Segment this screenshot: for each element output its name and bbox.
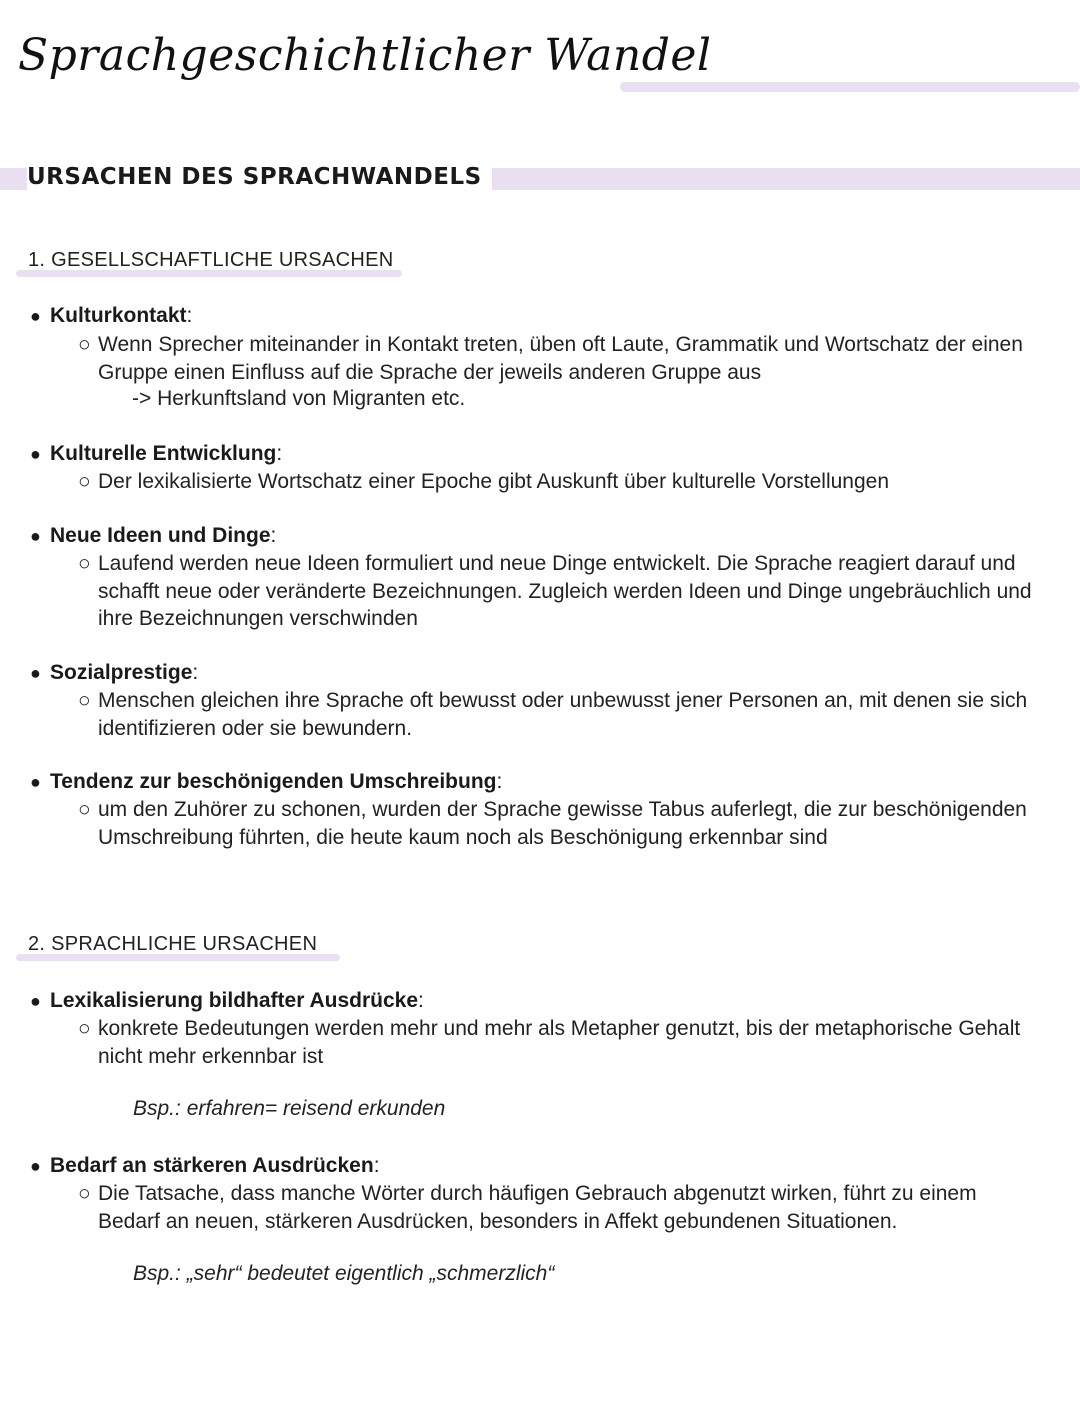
sub-item: ○ Menschen gleichen ihre Sprache oft bewusst oder unbewusst jener Personen an, mit denen sie sich identifizieren oder sie bewundern.	[78, 689, 1028, 740]
section-heading: URSACHEN DES SPRACHWANDELS	[27, 164, 492, 190]
sub-item: ○ Die Tatsache, dass manche Wörter durch häufigen Gebrauch abgenutzt wirken, führt zu einem Bedarf an neuen, stärkeren Ausdrücken, besonders in Affekt gebundenen Situationen.	[78, 1182, 977, 1233]
circle-bullet-icon: ○	[78, 1017, 91, 1040]
group-2-heading: 2. SPRACHLICHE URSACHEN	[28, 933, 318, 955]
bullet-sozialprestige: ● Sozialprestige:	[30, 659, 198, 687]
group-1-heading: 1. GESELLSCHAFTLICHE URSACHEN	[28, 249, 394, 271]
sub-item: ○ um den Zuhörer zu schonen, wurden der Sprache gewisse Tabus auferlegt, die zur beschönigenden Umschreibung führten, die heute kaum noch als Beschönigung erkennbar sind	[78, 798, 1027, 849]
page-title: Sprachgeschichtlicher Wandel	[18, 30, 712, 81]
example-line: Bsp.: „sehr“ bedeutet eigentlich „schmerzlich“	[133, 1262, 555, 1285]
sub-item: ○ Der lexikalisierte Wortschatz einer Epoche gibt Auskunft über kulturelle Vorstellungen	[78, 468, 1038, 496]
sub-item: ○ Wenn Sprecher miteinander in Kontakt treten, üben oft Laute, Grammatik und Wortschatz der einen Gruppe einen Einfluss auf die Sprache der jeweils anderen Gruppe aus	[78, 333, 1023, 384]
circle-bullet-icon: ○	[78, 552, 91, 575]
bullet-icon: ●	[30, 991, 41, 1011]
circle-bullet-icon: ○	[78, 798, 91, 821]
bullet-icon: ●	[30, 772, 41, 792]
sub-item: ○ Laufend werden neue Ideen formuliert und neue Dinge entwickelt. Die Sprache reagiert darauf und schafft neue oder veränderte Bezeichnungen. Zugleich werden Ideen und Dinge ungebräuchlich und ihre Bezeichnungen verschwinden	[78, 552, 1032, 630]
bullet-lexikalisierung: ● Lexikalisierung bildhafter Ausdrücke:	[30, 987, 424, 1015]
sub-item: ○ konkrete Bedeutungen werden mehr und mehr als Metapher genutzt, bis der metaphorische Gehalt nicht mehr erkennbar ist	[78, 1017, 1021, 1068]
bullet-neue-ideen: ● Neue Ideen und Dinge:	[30, 522, 276, 550]
circle-bullet-icon: ○	[78, 689, 91, 712]
circle-bullet-icon: ○	[78, 470, 91, 493]
bullet-tendenz: ● Tendenz zur beschönigenden Umschreibung:	[30, 768, 502, 796]
example-line: Bsp.: erfahren= reisend erkunden	[133, 1097, 446, 1120]
bullet-kulturkontakt: ● Kulturkontakt:	[30, 302, 192, 330]
note-line: -> Herkunftsland von Migranten etc.	[132, 387, 466, 410]
bullet-icon: ●	[30, 306, 41, 326]
bullet-bedarf: ● Bedarf an stärkeren Ausdrücken:	[30, 1152, 380, 1180]
bullet-icon: ●	[30, 663, 41, 683]
circle-bullet-icon: ○	[78, 333, 91, 356]
bullet-kulturelle-entwicklung: ● Kulturelle Entwicklung:	[30, 440, 282, 468]
circle-bullet-icon: ○	[78, 1182, 91, 1205]
bullet-icon: ●	[30, 444, 41, 464]
bullet-icon: ●	[30, 526, 41, 546]
title-underline	[620, 82, 1080, 92]
bullet-icon: ●	[30, 1156, 41, 1176]
